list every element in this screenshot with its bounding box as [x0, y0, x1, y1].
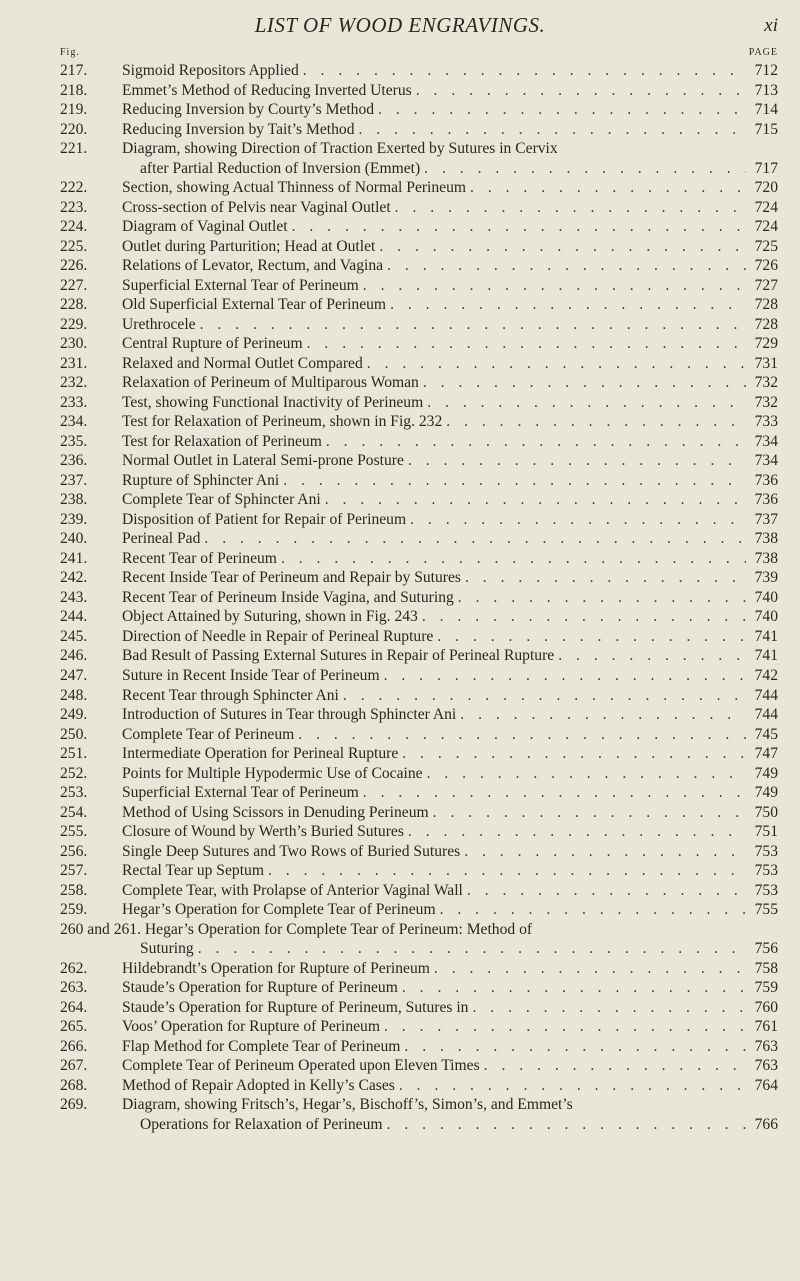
entry-title: Closure of Wound by Werth’s Buried Sutures — [122, 823, 404, 841]
entry-title: Section, showing Actual Thinness of Normal Perineum — [122, 179, 467, 197]
entry-title: Complete Tear of Perineum — [122, 725, 295, 743]
list-item — [60, 803, 778, 823]
figure-number: 227. — [60, 276, 88, 294]
entry-title: Urethrocele — [122, 315, 196, 333]
figure-number: 253. — [60, 784, 88, 802]
dot-leader — [434, 959, 746, 979]
dot-leader — [464, 842, 746, 862]
dot-leader — [281, 549, 746, 569]
figure-number: 254. — [60, 803, 88, 821]
list-item — [60, 334, 778, 354]
page-reference: 733 — [754, 413, 778, 431]
figure-number: 232. — [60, 374, 88, 392]
entry-title: Complete Tear of Sphincter Ani — [122, 491, 321, 509]
entry-title: Cross-section of Pelvis near Vaginal Outlet — [122, 198, 391, 216]
page-reference: 732 — [754, 393, 778, 411]
page-reference: 766 — [754, 1115, 778, 1133]
dot-leader — [465, 568, 746, 588]
entry-title: Recent Tear of Perineum Inside Vagina, and Suturing — [122, 588, 454, 606]
list-item — [60, 881, 778, 901]
list-item — [60, 217, 778, 237]
page-reference: 744 — [754, 686, 778, 704]
dot-leader — [467, 881, 746, 901]
dot-leader — [268, 861, 746, 881]
figure-number: 218. — [60, 81, 88, 99]
entry-title: Rupture of Sphincter Ani — [122, 471, 280, 489]
page-reference: 747 — [754, 745, 778, 763]
list-item — [60, 61, 778, 81]
dot-leader — [470, 178, 746, 198]
page-reference: 740 — [754, 608, 778, 626]
figure-number: 246. — [60, 647, 88, 665]
list-item — [60, 1095, 778, 1134]
entry-title: Points for Multiple Hypodermic Use of Cocaine — [122, 764, 423, 782]
page-reference: 727 — [754, 276, 778, 294]
entry-title: Flap Method for Complete Tear of Perineum — [122, 1037, 401, 1055]
entry-title: Method of Repair Adopted in Kelly’s Cases — [122, 1076, 395, 1094]
page-reference: 715 — [754, 120, 778, 138]
list-item — [60, 783, 778, 803]
dot-leader — [458, 588, 746, 608]
page-reference: 717 — [754, 159, 778, 177]
figure-number: 255. — [60, 823, 88, 841]
page-reference: 731 — [754, 354, 778, 372]
list-item — [60, 920, 778, 959]
list-item — [60, 588, 778, 608]
entry-title: Emmet’s Method of Reducing Inverted Uterus — [122, 81, 412, 99]
entry-title: Diagram, showing Fritsch’s, Hegar’s, Bischoff’s, Simon’s, and Emmet’s — [122, 1096, 573, 1114]
page-reference: 758 — [754, 959, 778, 977]
list-item — [60, 607, 778, 627]
dot-leader — [379, 237, 746, 257]
figure-number: 220. — [60, 120, 88, 138]
page-reference: 736 — [754, 491, 778, 509]
dot-leader — [283, 471, 746, 491]
page-reference: 724 — [754, 198, 778, 216]
fig-column-heading: Fig. — [60, 47, 80, 58]
figure-number: 235. — [60, 432, 88, 450]
entry-title: Diagram, showing Direction of Traction Exerted by Sutures in Cervix — [122, 140, 558, 158]
entry-title: Voos’ Operation for Rupture of Perineum — [122, 1018, 380, 1036]
list-item — [60, 276, 778, 296]
page-reference: 734 — [754, 432, 778, 450]
dot-leader — [410, 510, 746, 530]
entry-title: Hildebrandt’s Operation for Rupture of Perineum — [122, 959, 430, 977]
dot-leader — [363, 783, 746, 803]
entry-title: Complete Tear of Perineum Operated upon Eleven Times — [122, 1057, 480, 1075]
list-item — [60, 900, 778, 920]
entry-title: Staude’s Operation for Rupture of Perineum, Sutures in — [122, 998, 469, 1016]
entry-title: Recent Tear of Perineum — [122, 549, 277, 567]
figure-number: 217. — [60, 62, 88, 79]
page-reference: 756 — [754, 940, 778, 958]
entry-title: 260 and 261. Hegar’s Operation for Complete Tear of Perineum: Method of — [60, 920, 533, 938]
figure-number: 263. — [60, 979, 88, 997]
figure-number: 238. — [60, 491, 88, 509]
entry-title: Old Superficial External Tear of Perineum — [122, 296, 387, 314]
figure-number: 264. — [60, 998, 88, 1016]
figure-number: 269. — [60, 1096, 88, 1114]
list-item — [60, 315, 778, 335]
entry-title: Introduction of Sutures in Tear through Sphincter Ani — [122, 706, 457, 724]
figure-number: 257. — [60, 862, 88, 880]
page-reference: 713 — [754, 81, 778, 99]
figure-number: 225. — [60, 237, 88, 255]
entry-title: Object Attained by Suturing, shown in Fig. 243 — [122, 608, 418, 626]
entry-title: Outlet during Parturition; Head at Outlet — [122, 237, 376, 255]
page-reference: 728 — [754, 296, 778, 314]
page-reference: 763 — [754, 1057, 778, 1075]
dot-leader — [399, 1076, 746, 1096]
entry-title: Operations for Relaxation of Perineum — [140, 1115, 383, 1133]
list-item — [60, 959, 778, 979]
entry-title: Method of Using Scissors in Denuding Perineum — [122, 803, 429, 821]
page-reference: 763 — [754, 1037, 778, 1055]
list-item — [60, 861, 778, 881]
list-item — [60, 393, 778, 413]
figure-number: 252. — [60, 764, 88, 782]
page-reference: 738 — [754, 530, 778, 548]
dot-leader — [484, 1056, 746, 1076]
page-reference: 744 — [754, 706, 778, 724]
page-reference: 712 — [754, 62, 778, 79]
entry-title: Reducing Inversion by Tait’s Method — [122, 120, 355, 138]
list-item — [60, 666, 778, 686]
page-reference: 760 — [754, 998, 778, 1016]
running-title: LIST OF WOOD ENGRAVINGS. — [254, 13, 546, 37]
page-reference: 753 — [754, 842, 778, 860]
page-reference: 751 — [754, 823, 778, 841]
figure-number: 265. — [60, 1018, 88, 1036]
list-item — [60, 978, 778, 998]
entry-title: Sigmoid Repositors Applied — [122, 62, 299, 79]
page-header — [0, 13, 800, 43]
list-item — [60, 646, 778, 666]
entry-title: Disposition of Patient for Repair of Perineum — [122, 510, 407, 528]
page-reference: 741 — [754, 627, 778, 645]
dot-leader — [387, 256, 746, 276]
dot-leader — [204, 529, 746, 549]
page-reference: 729 — [754, 335, 778, 353]
dot-leader — [427, 764, 746, 784]
dot-leader — [440, 900, 746, 920]
figure-number: 250. — [60, 725, 88, 743]
dot-leader — [424, 159, 746, 179]
dot-leader — [325, 490, 746, 510]
page-reference: 739 — [754, 569, 778, 587]
figure-number: 221. — [60, 140, 88, 158]
figure-number: 248. — [60, 686, 88, 704]
page-reference: 749 — [754, 764, 778, 782]
figure-number: 219. — [60, 101, 88, 119]
dot-leader — [367, 354, 746, 374]
dot-leader — [359, 120, 747, 140]
page-reference: 742 — [754, 666, 778, 684]
figure-number: 259. — [60, 901, 88, 919]
dot-leader — [292, 217, 746, 237]
figure-number: 245. — [60, 627, 88, 645]
dot-leader — [408, 822, 746, 842]
dot-leader — [378, 100, 746, 120]
page-reference: 734 — [754, 452, 778, 470]
page-reference: 720 — [754, 179, 778, 197]
figure-number: 262. — [60, 959, 88, 977]
dot-leader — [437, 627, 746, 647]
page-reference: 724 — [754, 218, 778, 236]
list-item — [60, 1017, 778, 1037]
page-reference: 753 — [754, 881, 778, 899]
entry-title: Normal Outlet in Lateral Semi-prone Posture — [122, 452, 404, 470]
list-item — [60, 412, 778, 432]
list-item — [60, 120, 778, 140]
page-reference: 714 — [754, 101, 778, 119]
dot-leader — [408, 451, 746, 471]
page-reference: 737 — [754, 510, 778, 528]
dot-leader — [303, 61, 746, 81]
page-reference: 761 — [754, 1018, 778, 1036]
list-item — [60, 373, 778, 393]
list-item — [60, 490, 778, 510]
entry-title: Suture in Recent Inside Tear of Perineum — [122, 666, 380, 684]
page-reference: 755 — [754, 901, 778, 919]
figure-number: 244. — [60, 608, 88, 626]
list-item — [60, 1037, 778, 1057]
entry-title: Perineal Pad — [122, 530, 201, 548]
list-item — [60, 432, 778, 452]
entry-title: Test for Relaxation of Perineum, shown in Fig. 232 — [122, 413, 443, 431]
list-item — [60, 139, 778, 178]
entry-title: after Partial Reduction of Inversion (Emmet) — [140, 159, 421, 177]
list-item — [60, 451, 778, 471]
figure-number: 233. — [60, 393, 88, 411]
list-item — [60, 822, 778, 842]
page-reference: 725 — [754, 237, 778, 255]
page-reference: 728 — [754, 315, 778, 333]
list-item — [60, 471, 778, 491]
entry-title: Test, showing Functional Inactivity of Perineum — [122, 393, 424, 411]
entry-title: Direction of Needle in Repair of Perineal Rupture — [122, 627, 434, 645]
dot-leader — [363, 276, 746, 296]
entry-title: Superficial External Tear of Perineum — [122, 784, 359, 802]
list-item — [60, 705, 778, 725]
dot-leader — [298, 725, 746, 745]
figure-number: 239. — [60, 510, 88, 528]
entry-title: Test for Relaxation of Perineum — [122, 432, 322, 450]
entry-title: Complete Tear, with Prolapse of Anterior Vaginal Wall — [122, 881, 463, 899]
dot-leader — [423, 373, 746, 393]
list-item — [60, 198, 778, 218]
list-item — [60, 725, 778, 745]
list-item — [60, 354, 778, 374]
list-item — [60, 256, 778, 276]
figure-number: 224. — [60, 218, 88, 236]
list-item — [60, 100, 778, 120]
figure-number: 251. — [60, 745, 88, 763]
page-reference: 740 — [754, 588, 778, 606]
figure-number: 237. — [60, 471, 88, 489]
page-reference: 749 — [754, 784, 778, 802]
entry-title: Recent Tear through Sphincter Ani — [122, 686, 339, 704]
engravings-list — [60, 61, 778, 1134]
dot-leader — [402, 978, 746, 998]
page-reference: 759 — [754, 979, 778, 997]
page-reference: 726 — [754, 257, 778, 275]
entry-title: Staude’s Operation for Rupture of Perineum — [122, 979, 398, 997]
figure-number: 236. — [60, 452, 88, 470]
dot-leader — [198, 939, 746, 959]
entry-title: Suturing — [140, 940, 194, 958]
list-item — [60, 178, 778, 198]
figure-number: 266. — [60, 1037, 88, 1055]
figure-number: 249. — [60, 706, 88, 724]
figure-number: 240. — [60, 530, 88, 548]
page-reference: 750 — [754, 803, 778, 821]
dot-leader — [427, 393, 746, 413]
dot-leader — [558, 646, 746, 666]
entry-title: Recent Inside Tear of Perineum and Repair by Sutures — [122, 569, 461, 587]
entry-title: Relaxation of Perineum of Multiparous Woman — [122, 374, 419, 392]
dot-leader — [384, 666, 746, 686]
column-headings — [60, 47, 778, 61]
page-number: xi — [764, 15, 778, 36]
figure-number: 258. — [60, 881, 88, 899]
page-reference: 736 — [754, 471, 778, 489]
list-item — [60, 295, 778, 315]
list-item — [60, 627, 778, 647]
list-item — [60, 529, 778, 549]
dot-leader — [200, 315, 746, 335]
list-item — [60, 510, 778, 530]
figure-number: 241. — [60, 549, 88, 567]
dot-leader — [446, 412, 746, 432]
entry-title: Intermediate Operation for Perineal Rupture — [122, 745, 399, 763]
list-item — [60, 764, 778, 784]
dot-leader — [404, 1037, 746, 1057]
page-reference: 745 — [754, 725, 778, 743]
figure-number: 243. — [60, 588, 88, 606]
figure-number: 234. — [60, 413, 88, 431]
dot-leader — [422, 607, 746, 627]
list-item — [60, 568, 778, 588]
page-reference: 738 — [754, 549, 778, 567]
figure-number: 268. — [60, 1076, 88, 1094]
page-column-heading: PAGE — [748, 47, 778, 58]
entry-title: Superficial External Tear of Perineum — [122, 276, 359, 294]
figure-number: 267. — [60, 1057, 88, 1075]
entry-title: Bad Result of Passing External Sutures in Repair of Perineal Rupture — [122, 647, 555, 665]
entry-title: Hegar’s Operation for Complete Tear of Perineum — [122, 901, 436, 919]
dot-leader — [326, 432, 746, 452]
list-item — [60, 842, 778, 862]
entry-title: Single Deep Sutures and Two Rows of Buried Sutures — [122, 842, 461, 860]
entry-title: Reducing Inversion by Courty’s Method — [122, 101, 375, 119]
list-item — [60, 1076, 778, 1096]
entry-title: Diagram of Vaginal Outlet — [122, 218, 288, 236]
list-item — [60, 744, 778, 764]
figure-number: 247. — [60, 666, 88, 684]
entry-title: Relations of Levator, Rectum, and Vagina — [122, 257, 384, 275]
page-reference: 753 — [754, 862, 778, 880]
dot-leader — [433, 803, 746, 823]
dot-leader — [384, 1017, 746, 1037]
figure-number: 231. — [60, 354, 88, 372]
page-reference: 764 — [754, 1076, 778, 1094]
list-item — [60, 237, 778, 257]
list-item — [60, 686, 778, 706]
list-item — [60, 549, 778, 569]
dot-leader — [460, 705, 746, 725]
figure-number: 226. — [60, 257, 88, 275]
figure-number: 223. — [60, 198, 88, 216]
entry-title: Central Rupture of Perineum — [122, 335, 303, 353]
entry-title: Rectal Tear up Septum — [122, 862, 264, 880]
entry-title: Relaxed and Normal Outlet Compared — [122, 354, 363, 372]
dot-leader — [472, 998, 746, 1018]
list-item — [60, 81, 778, 101]
figure-number: 228. — [60, 296, 88, 314]
list-item — [60, 1056, 778, 1076]
figure-number: 242. — [60, 569, 88, 587]
dot-leader — [390, 295, 746, 315]
figure-number: 256. — [60, 842, 88, 860]
dot-leader — [307, 334, 746, 354]
figure-number: 222. — [60, 179, 88, 197]
dot-leader — [395, 198, 746, 218]
page-reference: 741 — [754, 647, 778, 665]
dot-leader — [416, 81, 746, 101]
dot-leader — [402, 744, 746, 764]
list-item — [60, 998, 778, 1018]
dot-leader — [387, 1115, 746, 1135]
dot-leader — [343, 686, 746, 706]
figure-number: 230. — [60, 335, 88, 353]
page-reference: 732 — [754, 374, 778, 392]
figure-number: 229. — [60, 315, 88, 333]
